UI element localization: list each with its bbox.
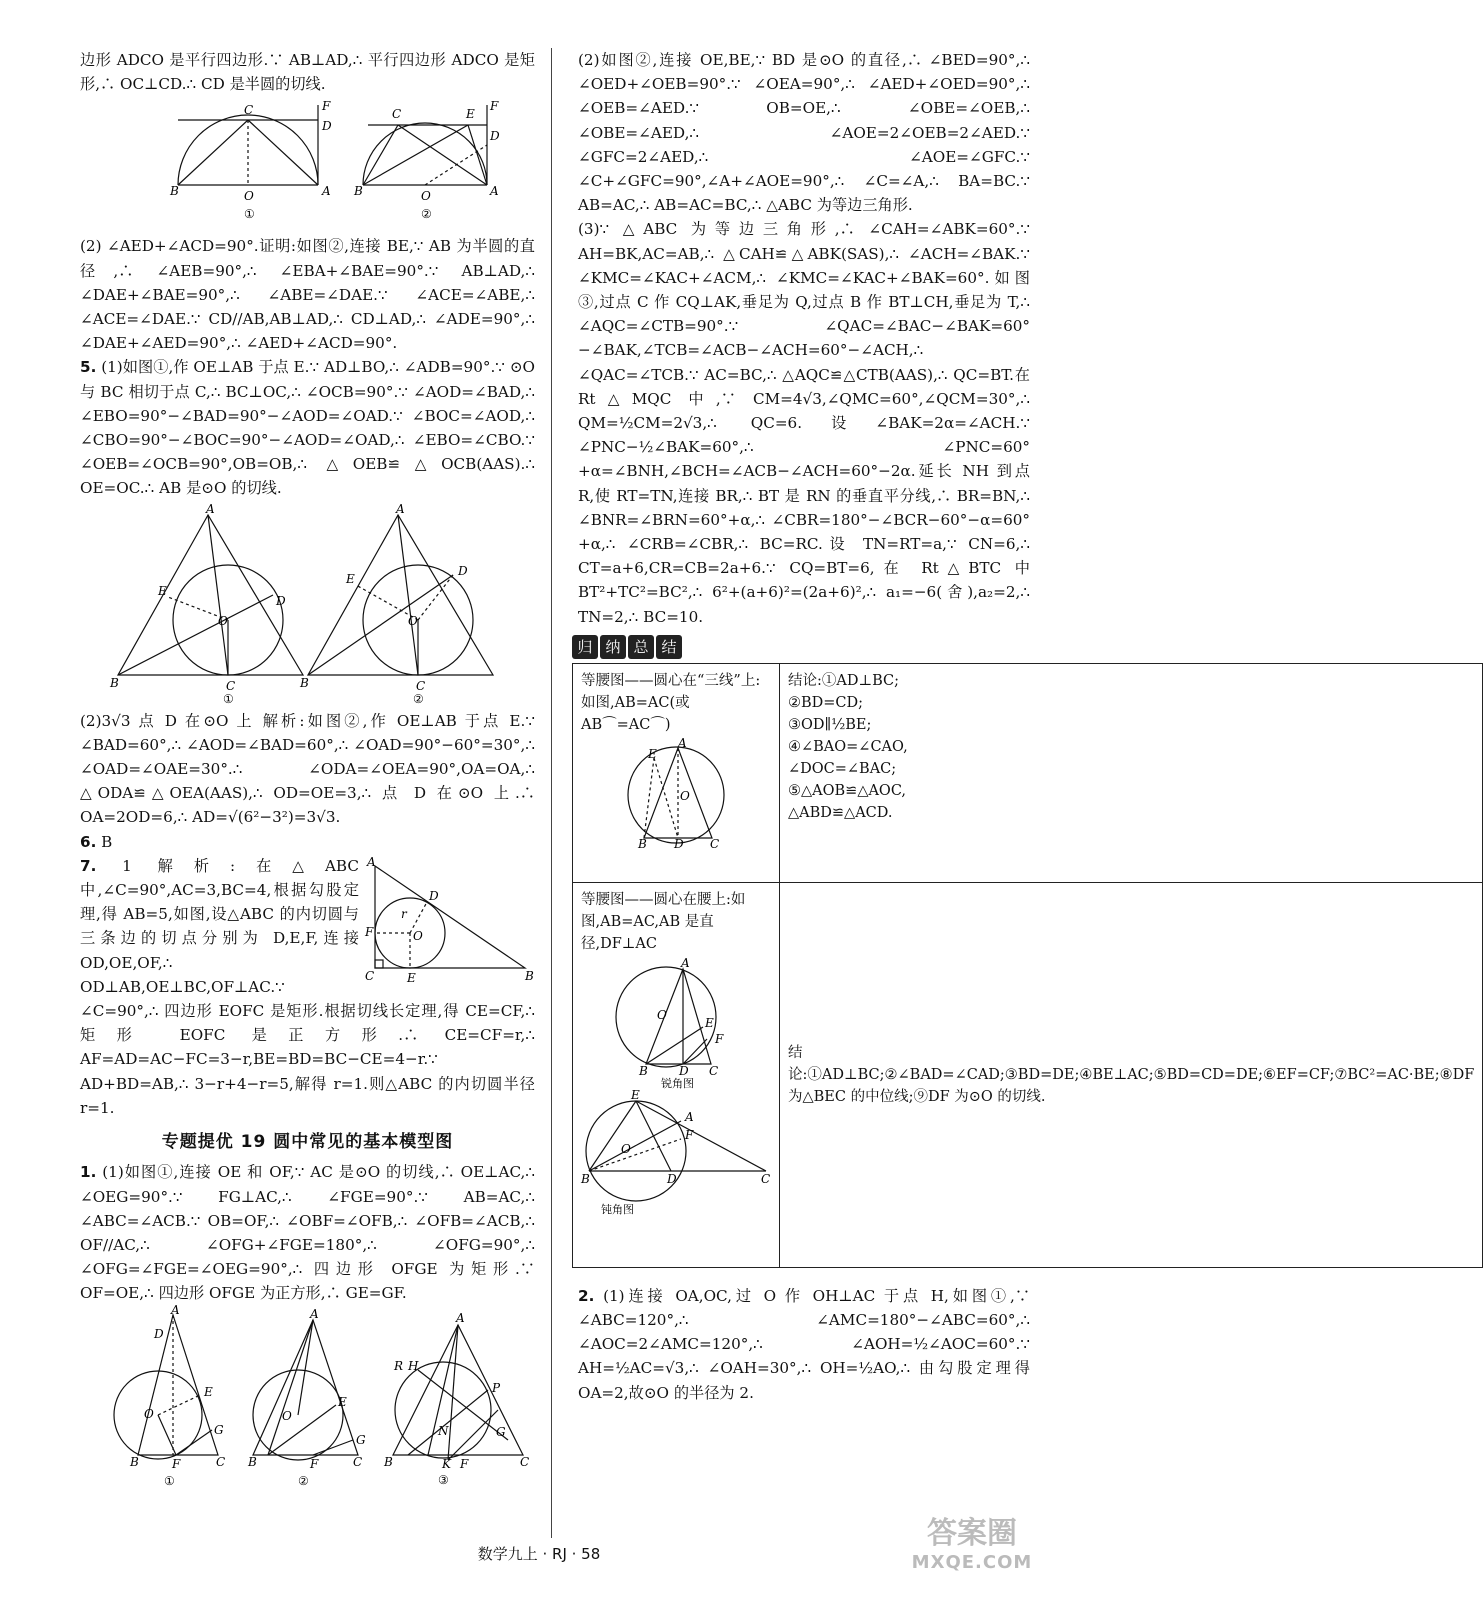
svg-text:O: O	[143, 1406, 154, 1421]
svg-text:C: C	[709, 1063, 719, 1078]
svg-text:D: D	[153, 1326, 164, 1341]
svg-text:C: C	[243, 103, 253, 118]
text-block: 边形 ADCO 是平行四边形.∵ AB⊥AD,∴ 平行四边形 ADCO 是矩形,∴ OC⊥CD.∴ CD 是半圆的切线.	[80, 51, 535, 94]
svg-text:F: F	[715, 1031, 724, 1046]
figure-label: ③	[437, 1472, 449, 1487]
column-divider	[551, 48, 552, 1538]
figure-semicircle-pair	[118, 100, 498, 230]
question-number: 6.	[80, 832, 97, 851]
svg-text:F: F	[685, 1127, 694, 1142]
svg-text:E: E	[465, 107, 475, 122]
svg-text:C: C	[519, 1454, 529, 1469]
summary-table	[572, 663, 1483, 1268]
left-column	[80, 48, 535, 1494]
svg-text:A: A	[367, 854, 376, 869]
text-block: (2) ∠AED+∠ACD=90°.证明:如图②,连接 BE,∵ AB 为半圆的直径,∴ ∠AEB=90°,∴ ∠EBA+∠BAE=90°.∵ AB⊥AD,∴ ∠DAE+∠BAE=90°,∴ ∠ABE=∠DAE.∵ ∠ACE=∠ABE,∴ ∠ACE=∠DAE.∵ CD//AB,AB⊥AD,∴ CD⊥AD,∴ ∠ADE=90°,∴ ∠DAE+∠AED=90°,∴ ∠AED+∠ACD=90°.	[80, 237, 535, 353]
svg-text:C: C	[215, 1454, 225, 1469]
svg-text:A: A	[309, 1306, 319, 1321]
figure-1	[114, 1315, 218, 1459]
question-text: (1)如图①,作 OE⊥AB 于点 E.∵ AD⊥BO,∴ ∠ADB=90°.∵ ⊙O 与 BC 相切于点 C,∴ BC⊥OC,∴ ∠OCB=90°.∵ ∠AOD=∠BAD,∴ ∠EBO=90°−∠BAD=90°−∠AOD=∠OAD.∵ ∠BOC=∠AOD,∴ ∠CBO=90°−∠BOC=90°−∠AOD=∠OAD,∴ ∠EBO=∠CBO.∵ ∠OEB=∠OCB=90°,OB=OB,∴ △OEB≌△OCB(AAS).∴ OE=OC.∴ AB 是⊙O 的切线.	[80, 358, 535, 498]
svg-text:F: F	[365, 924, 374, 939]
svg-text:O: O	[281, 1408, 292, 1423]
svg-text:B: B	[129, 1454, 139, 1469]
svg-text:F: F	[489, 99, 498, 114]
summary-cell: 结论:①AD⊥BC;②∠BAD=∠CAD;③BD=DE;④BE⊥AC;⑤BD=CD=DE;⑥EF=CF;⑦BC²=AC·BE;⑧DF 为△BEC 的中位线;⑨DF 为⊙O 的切线.	[780, 882, 1483, 1267]
svg-text:H: H	[407, 1358, 418, 1373]
figure-triangle-incircle-pair	[108, 501, 508, 706]
svg-text:A: A	[395, 501, 405, 516]
svg-text:A: A	[455, 1310, 465, 1325]
svg-text:A: A	[681, 955, 690, 970]
svg-text:B: B	[639, 1063, 648, 1078]
page-footer: 数学九上 · RJ · 58	[477, 1545, 601, 1563]
svg-text:E: E	[407, 970, 416, 985]
svg-text:C: C	[225, 678, 235, 693]
svg-text:E: E	[337, 1394, 347, 1409]
svg-text:K: K	[441, 1456, 451, 1471]
svg-text:B: B	[109, 675, 119, 690]
svg-text:E: E	[631, 1087, 640, 1102]
question-number: 1.	[80, 1163, 97, 1182]
svg-text:D: D	[429, 888, 439, 903]
figure-label: ①	[243, 207, 255, 222]
svg-text:F: F	[309, 1456, 318, 1471]
question-6	[80, 830, 535, 854]
svg-text:A: A	[678, 735, 687, 750]
figure-label: ②	[412, 691, 424, 706]
svg-text:R: R	[393, 1358, 403, 1373]
right-column	[577, 48, 1475, 1405]
question-text: (1)连接 OA,OC,过 O 作 OH⊥AC 于点 H,如图①,∵ ∠ABC=120°,∴ ∠AMC=180°−∠ABC=60°,∴ ∠AOC=2∠AMC=120°,∴ ∠AOH=½∠AOC=60°.∵ AH=½AC=√3,∴ ∠OAH=30°,∴ OH=½AO,∴ 由勾股定理得 OA=2,故⊙O 的半径为 2.	[578, 1286, 1031, 1402]
summary-cell: 等腰图——圆心在“三线”上:如图,AB=AC(或 AB⌒=AC⌒) E A O B D C	[573, 663, 780, 882]
figure-right-triangle-incircle	[365, 856, 535, 986]
svg-text:D: D	[667, 1171, 677, 1186]
question-text: B	[101, 832, 113, 851]
figure-label: ①	[163, 1473, 175, 1488]
figure-acute-case	[611, 955, 741, 1090]
svg-text:C: C	[415, 678, 425, 693]
svg-text:O: O	[243, 189, 254, 204]
figure-obtuse-case	[581, 1087, 771, 1221]
svg-text:B: B	[299, 675, 309, 690]
svg-text:F: F	[459, 1456, 468, 1471]
figure-2	[253, 1320, 358, 1460]
svg-text:P: P	[491, 1380, 500, 1395]
figure-caption: 锐角图	[661, 1076, 694, 1090]
svg-text:A: A	[685, 1109, 694, 1124]
question-5	[80, 355, 535, 500]
svg-text:G: G	[495, 1424, 506, 1439]
svg-text:A: A	[489, 184, 499, 199]
figure-label: ②	[420, 207, 432, 222]
svg-text:B: B	[525, 968, 534, 983]
svg-text:B: B	[638, 836, 647, 851]
svg-text:C: C	[391, 107, 401, 122]
svg-text:D: D	[489, 129, 500, 144]
figure-isosceles-circle-center	[616, 735, 736, 851]
svg-text:C: C	[365, 968, 375, 983]
text-block: (2)如图②,连接 OE,BE,∵ BD 是⊙O 的直径,∴ ∠BED=90°,∴ ∠OED+∠OEB=90°.∵ ∠OEA=90°,∴ ∠AED+∠OED=90°,∴ ∠OEB=∠AED.∵ OB=OE,∴ ∠OBE=∠OEB,∴ ∠OBE=∠AED,∴ ∠AOE=2∠OEB=2∠AED.∵ ∠GFC=2∠AED,∴ ∠AOE=∠GFC.∵ ∠C+∠GFC=90°,∠A+∠AOE=90°,∴ ∠C=∠A,∴ BA=BC.∵ AB=AC,∴ AB=AC=BC,∴ △ABC 为等边三角形.	[578, 51, 1030, 215]
svg-text:D: D	[679, 1063, 689, 1078]
svg-text:E: E	[345, 571, 355, 586]
svg-text:E: E	[203, 1384, 213, 1399]
figure-caption: 钝角图	[601, 1202, 634, 1216]
svg-text:E: E	[157, 583, 167, 598]
question-number: 2.	[578, 1286, 595, 1305]
question-7	[80, 854, 535, 1120]
figure-3	[393, 1325, 523, 1460]
svg-text:E: E	[648, 746, 657, 761]
watermark-logo: 答案圈 MXQE.COM	[911, 1516, 1033, 1573]
question-2	[578, 1284, 1030, 1405]
svg-text:B: B	[581, 1171, 590, 1186]
summary-tag: 归 纳 总 结	[572, 635, 682, 659]
svg-text:D: D	[457, 563, 468, 578]
svg-text:F: F	[171, 1456, 180, 1471]
question-number: 5.	[80, 358, 97, 377]
text-block: (2)3√3 点 D 在⊙O 上 解析:如图②,作 OE⊥AB 于点 E.∵ ∠BAD=60°,∴ ∠AOD=∠BAD=60°,∴ ∠OAD=90°−60°=30°,∴ ∠OAD=∠OAE=30°.∴ ∠ODA=∠OEA=90°,OA=OA,∴ △ODA≌△OEA(AAS),∴ OD=OE=3,∴ 点 D 在⊙O 上.∴ OA=2OD=6,∴ AD=√(6²−3²)=3√3.	[80, 711, 535, 827]
svg-text:B: B	[383, 1454, 393, 1469]
svg-text:B: B	[353, 184, 363, 199]
svg-text:A: A	[170, 1302, 180, 1317]
svg-text:C: C	[761, 1171, 771, 1186]
svg-text:F: F	[321, 99, 330, 114]
summary-cell: 等腰图——圆心在腰上:如图,AB=AC,AB 是直径,DF⊥AC A O E F B D C 锐角图 E A F O B D C 钝角图	[573, 882, 780, 1267]
svg-text:O: O	[413, 928, 423, 943]
svg-text:D: D	[321, 119, 332, 134]
figure-isosceles-circle-triple	[88, 1302, 529, 1490]
question-text: 1 解析:在△ABC 中,∠C=90°,AC=3,BC=4,根据勾股定理,得 AB=5,如图,设△ABC 的内切圆与三条边的切点分别为 D,E,F,连接 OD,OE,OF,∴ OD⊥AB,OE⊥BC,OF⊥AC.∵ ∠C=90°,∴ 四边形 EOFC 是矩形.根据切线长定理,得 CE=CF,∴ 矩形 EOFC 是正方形.∴ CE=CF=r,∴ AF=AD=AC−FC=3−r,BE=BD=BC−CE=4−r.∵ AD+BD=AB,∴ 3−r+4−r=5,解得 r=1.则△ABC 的内切圆半径 r=1.	[80, 856, 535, 1117]
figure-1	[178, 105, 318, 185]
svg-text:B: B	[247, 1454, 257, 1469]
svg-text:O: O	[420, 189, 431, 204]
svg-text:D: D	[674, 836, 684, 851]
svg-text:G: G	[355, 1432, 366, 1447]
figure-label: ①	[222, 691, 234, 706]
svg-text:C: C	[352, 1454, 362, 1469]
svg-text:O: O	[217, 613, 228, 628]
figure-2	[308, 515, 493, 675]
svg-text:G: G	[213, 1422, 224, 1437]
figure-label: ②	[297, 1473, 309, 1488]
svg-text:B: B	[169, 184, 179, 199]
question-text: (1)如图①,连接 OE 和 OF,∵ AC 是⊙O 的切线,∴ OE⊥AC,∴ ∠OEG=90°.∵ FG⊥AC,∴ ∠FGE=90°.∵ AB=AC,∴ ∠ABC=∠ACB.∵ OB=OF,∴ ∠OBF=∠OFB,∴ ∠OFB=∠ACB,∴ OF//AC,∴ ∠OFG+∠FGE=180°,∴ ∠OFG=90°,∴ ∠OFG=∠FGE=∠OEG=90°,∴ 四边形 OFGE 为矩形.∵ OF=OE,∴ 四边形 OFGE 为正方形,∴ GE=GF.	[80, 1163, 536, 1303]
svg-text:O: O	[680, 788, 690, 803]
svg-text:r: r	[401, 906, 407, 921]
svg-text:O: O	[621, 1141, 631, 1156]
svg-text:D: D	[275, 593, 286, 608]
question-number: 7.	[80, 856, 97, 875]
svg-text:N: N	[437, 1423, 448, 1438]
question-1	[80, 1160, 535, 1305]
svg-text:O: O	[657, 1007, 667, 1022]
text-block: (3)∵ △ABC 为等边三角形,∴ ∠CAH=∠ABK=60°.∵ AH=BK,AC=AB,∴ △CAH≌△ABK(SAS),∴ ∠ACH=∠BAK.∵ ∠KMC=∠KAC+∠ACM,∴ ∠KMC=∠KAC+∠BAK=60°.如图③,过点 C 作 CQ⊥AK,垂足为 Q,过点 B 作 BT⊥CH,垂足为 T,∴ ∠AQC=∠CTB=90°.∵ ∠QAC=∠BAC−∠BAK=60°−∠BAK,∠TCB=∠ACB−∠ACH=60°−∠ACH,∴ ∠QAC=∠TCB.∵ AC=BC,∴ △AQC≌△CTB(AAS),∴ QC=BT.在 Rt△MQC 中,∵ CM=4√3,∠QMC=60°,∠QCM=30°,∴ QM=½CM=2√3,∴ QC=6.设∠BAK=2α=∠ACH.∵ ∠PNC−½∠BAK=60°,∴ ∠PNC=60°+α=∠BNH,∠BCH=∠ACB−∠ACH=60°−2α.延长 NH 到点 R,使 RT=TN,连接 BR,∴ BT 是 RN 的垂直平分线,∴ BR=BN,∴ ∠BNR=∠BRN=60°+α,∴ ∠CBR=180°−∠BCR−60°−α=60°+α,∴ ∠CRB=∠CBR,∴ BC=RC.设 TN=RT=a,∵ CN=6,∴ CT=a+6,CR=CB=2a+6.∵ CQ=BT=6,在 Rt△BTC 中 BT²+TC²=BC²,∴ 6²+(a+6)²=(2a+6)²,∴ a₁=−6(舍),a₂=2,∴ TN=2,∴ BC=10.	[578, 220, 1030, 626]
svg-text:E: E	[705, 1015, 714, 1030]
svg-text:O: O	[407, 613, 418, 628]
svg-text:A: A	[205, 501, 215, 516]
svg-text:A: A	[321, 184, 331, 199]
summary-cell: 结论:①AD⊥BC; ②BD=CD; ③OD∥½BE; ④∠BAO=∠CAO, ∠DOC=∠BAC; ⑤△AOB≌△AOC, △ABD≌△ACD.	[780, 663, 1483, 882]
svg-text:C: C	[710, 836, 720, 851]
section-title: 专题提优 19 圆中常见的基本模型图	[161, 1132, 454, 1153]
